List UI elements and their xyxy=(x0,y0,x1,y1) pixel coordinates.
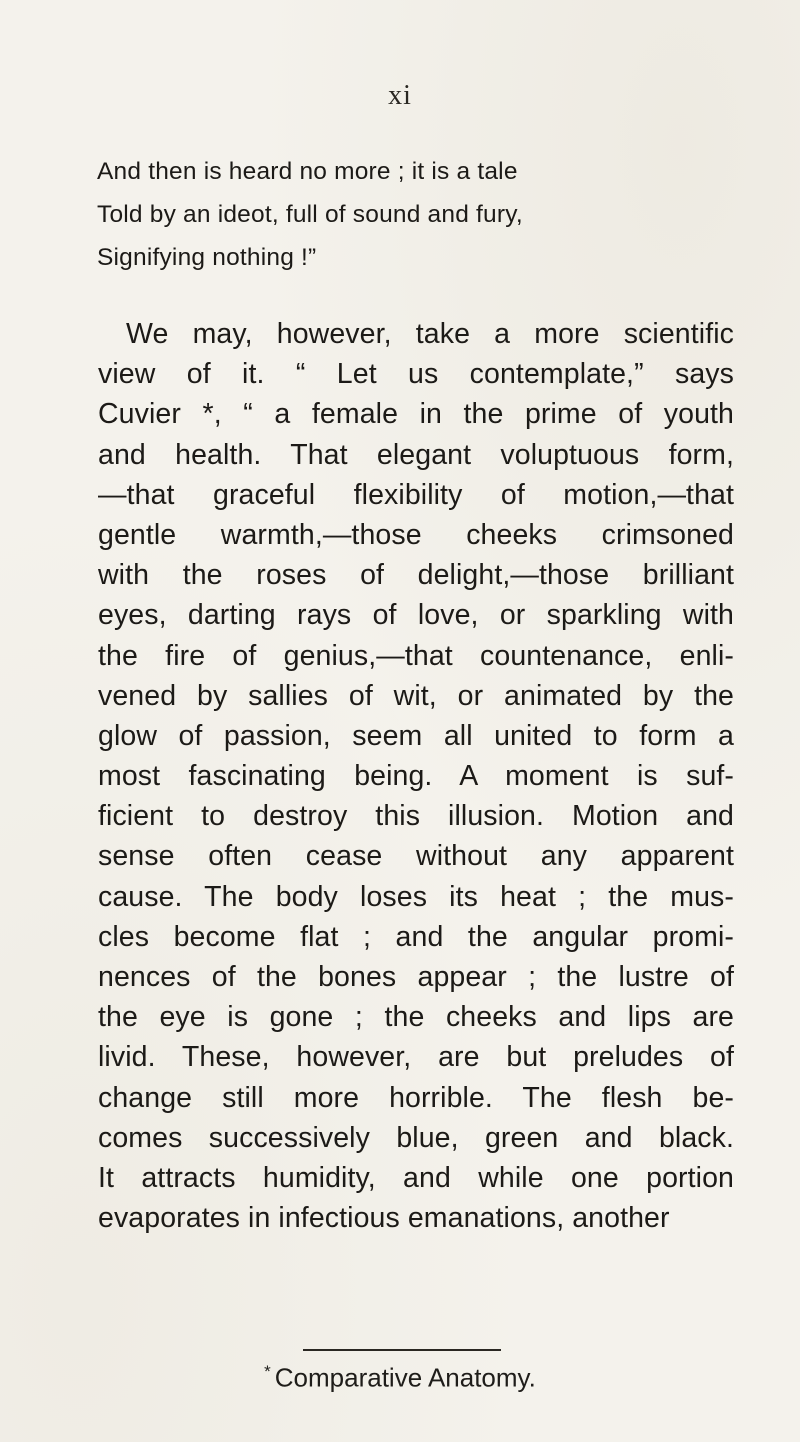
text-line: glow of passion, seem all united to form a xyxy=(98,719,734,752)
text-line: the fire of genius,—that countenance, enli- xyxy=(98,639,734,672)
body-paragraph xyxy=(98,314,734,1238)
text-line: Cuvier *, “ a female in the prime of youth xyxy=(98,398,734,431)
text-line: view of it. “ Let us contemplate,” says xyxy=(98,358,734,391)
text-line: cause. The body loses its heat ; the mus- xyxy=(98,880,734,913)
text-line: livid. These, however, are but preludes of xyxy=(98,1041,734,1074)
text-line: with the roses of delight,—those brilliant xyxy=(98,559,734,592)
text-line: the eye is gone ; the cheeks and lips are xyxy=(98,1001,734,1034)
text-line: nences of the bones appear ; the lustre of xyxy=(98,961,734,993)
page-number: xi xyxy=(388,80,412,111)
text-line: It attracts humidity, and while one portion xyxy=(98,1161,734,1194)
footnote xyxy=(0,1362,800,1394)
footnote-divider xyxy=(303,1349,501,1351)
text-line: cles become flat ; and the angular promi- xyxy=(98,920,734,953)
verse-line: Told by an ideot, full of sound and fury, xyxy=(97,201,523,228)
verse-quotation xyxy=(97,150,717,279)
text-line: change still more horrible. The flesh be- xyxy=(98,1081,734,1114)
verse-line: And then is heard no more ; it is a tale xyxy=(97,158,518,185)
text-line: and health. That elegant voluptuous form, xyxy=(98,438,734,471)
text-line: eyes, darting rays of love, or sparkling with xyxy=(98,599,734,632)
text-line: We may, however, take a more scientific xyxy=(126,318,734,350)
footnote-mark: * xyxy=(264,1362,271,1381)
text-line: ficient to destroy this illusion. Motion and xyxy=(98,800,734,833)
verse-line: Signifying nothing !” xyxy=(97,244,317,271)
text-line: gentle warmth,—those cheeks crimsoned xyxy=(98,518,734,551)
footnote-text: Comparative Anatomy. xyxy=(274,1362,536,1393)
text-line: —that graceful flexibility of motion,—that xyxy=(98,478,734,511)
text-line: sense often cease without any apparent xyxy=(98,840,734,873)
text-line: vened by sallies of wit, or animated by the xyxy=(98,679,734,712)
text-line: most fascinating being. A moment is suf- xyxy=(98,760,734,793)
text-line: comes successively blue, green and black. xyxy=(98,1121,734,1154)
text-line: evaporates in infectious emanations, another xyxy=(98,1202,670,1235)
